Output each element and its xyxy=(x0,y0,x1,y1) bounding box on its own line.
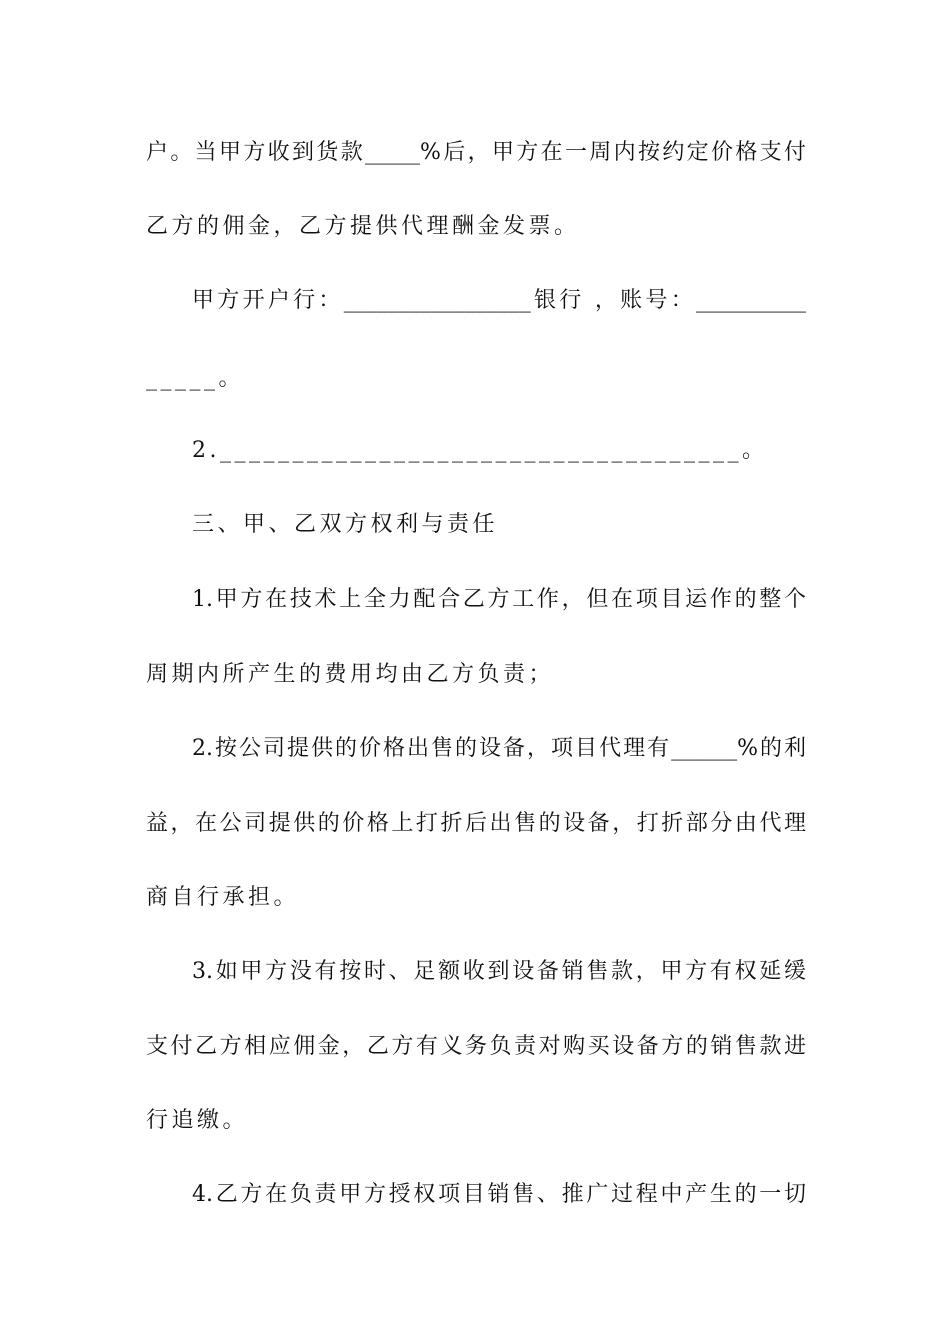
text-line-12: 3.如甲方没有按时、足额收到设备销售款，甲方有权延缓 xyxy=(192,959,806,984)
section-heading: 三、甲、乙双方权利与责任 xyxy=(192,512,499,537)
text-line-1: 户。当甲方收到货款_____%后，甲方在一周内按约定价格支付 xyxy=(146,140,806,165)
text-line-15: 4.乙方在负责甲方授权项目销售、推广过程中产生的一切 xyxy=(192,1182,806,1207)
text-line-5: 2.____________________________________。 xyxy=(192,438,768,463)
text-line-8: 周期内所产生的费用均由乙方负责； xyxy=(146,662,555,687)
text-line-4: _____。 xyxy=(146,366,245,391)
text-line-9: 2.按公司提供的价格出售的设备，项目代理有______%的利 xyxy=(192,736,806,761)
text-line-14: 行追缴。 xyxy=(146,1108,249,1133)
text-line-11: 商自行承担。 xyxy=(146,885,300,910)
text-line-7: 1.甲方在技术上全力配合乙方工作，但在项目运作的整个 xyxy=(192,587,806,612)
text-line-13: 支付乙方相应佣金，乙方有义务负责对购买设备方的销售款进 xyxy=(146,1034,806,1059)
text-line-3: 甲方开户行：_________________银行 ，账号：__________ xyxy=(192,288,806,313)
text-line-2: 乙方的佣金，乙方提供代理酬金发票。 xyxy=(146,214,580,239)
text-line-10: 益，在公司提供的价格上打折后出售的设备，打折部分由代理 xyxy=(146,811,806,836)
